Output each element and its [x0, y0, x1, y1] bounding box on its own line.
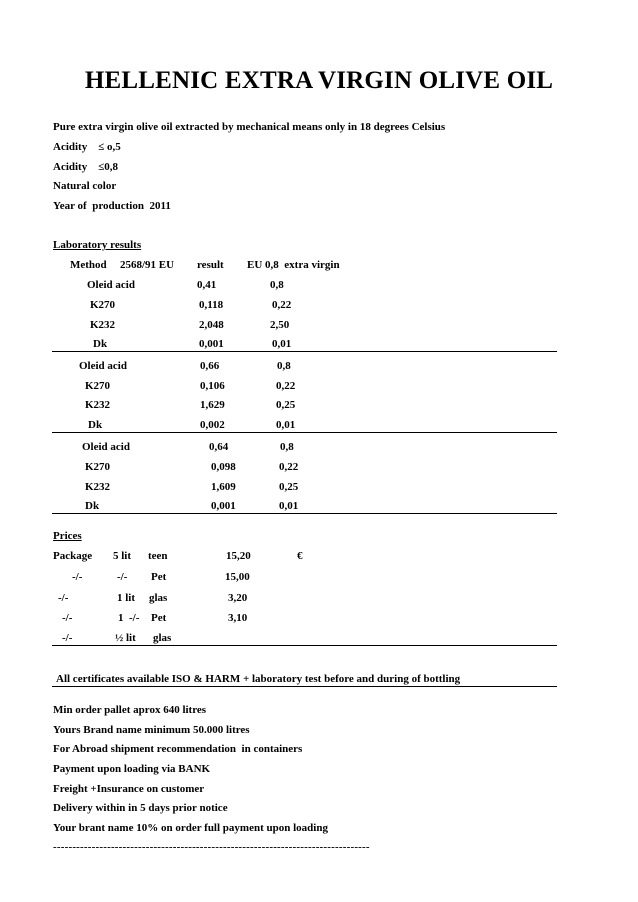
lab-row-name: K232	[90, 319, 116, 331]
divider-line	[52, 686, 557, 687]
lab-row-limit: 0,22	[276, 380, 296, 392]
lab-row-name: Dk	[88, 419, 103, 431]
lab-row-name: Oleid acid	[82, 441, 130, 453]
lab-row-result: 0,002	[200, 419, 225, 431]
lab-row-limit: 0,25	[279, 481, 299, 493]
price-material: glas	[153, 632, 172, 644]
lab-row-result: 2,048	[199, 319, 224, 331]
dashed-divider: ----------------------------------------------------------------------------------	[53, 841, 370, 853]
term-line: Payment upon loading via BANK	[53, 763, 211, 775]
term-line: Yours Brand name minimum 50.000 litres	[53, 724, 250, 736]
lab-header-limit: EU 0,8 extra virgin	[247, 259, 340, 271]
lab-row-limit: 0,22	[272, 299, 292, 311]
lab-row-name: K270	[85, 380, 111, 392]
price-package: -/-	[62, 632, 73, 644]
lab-row-limit: 2,50	[270, 319, 290, 331]
lab-row-result: 0,64	[209, 441, 229, 453]
lab-row-name: K270	[90, 299, 116, 311]
lab-row-limit: 0,01	[272, 338, 292, 350]
lab-row-result: 1,609	[211, 481, 236, 493]
certificates-note: All certificates available ISO & HARM + laboratory test before and during of bottling	[56, 673, 461, 685]
term-line: For Abroad shipment recommendation in containers	[53, 743, 303, 755]
price-size: 5 lit	[113, 550, 132, 562]
intro-color: Natural color	[53, 180, 117, 192]
term-line: Your brant name 10% on order full payment upon loading	[53, 822, 328, 834]
lab-row-result: 1,629	[200, 399, 225, 411]
price-size: -/-	[117, 571, 128, 583]
term-line: Freight +Insurance on customer	[53, 783, 205, 795]
currency-symbol: €	[297, 550, 303, 562]
lab-row-limit: 0,25	[276, 399, 296, 411]
lab-header-result: result	[197, 259, 224, 271]
lab-row-result: 0,001	[211, 500, 236, 512]
lab-row-result: 0,001	[199, 338, 224, 350]
price-value: 3,10	[228, 612, 248, 624]
price-material: teen	[148, 550, 168, 562]
price-value: 15,00	[225, 571, 250, 583]
lab-header-ref: 2568/91 EU	[120, 259, 175, 271]
lab-row-name: Dk	[93, 338, 108, 350]
lab-row-result: 0,098	[211, 461, 236, 473]
divider-line	[52, 351, 557, 352]
divider-line	[52, 513, 557, 514]
lab-row-limit: 0,8	[277, 360, 291, 372]
prices-heading: Prices	[53, 530, 82, 542]
lab-row-result: 0,66	[200, 360, 220, 372]
price-package: -/-	[62, 612, 73, 624]
price-value: 15,20	[226, 550, 251, 562]
lab-row-limit: 0,8	[280, 441, 294, 453]
intro-description: Pure extra virgin olive oil extracted by mechanical means only in 18 degrees Celsius	[53, 121, 446, 133]
price-material: glas	[149, 592, 168, 604]
lab-row-name: Oleid acid	[79, 360, 127, 372]
intro-acidity-2: Acidity ≤0,8	[53, 161, 119, 173]
term-line: Min order pallet aprox 640 litres	[53, 704, 207, 716]
lab-row-limit: 0,22	[279, 461, 299, 473]
price-package: -/-	[72, 571, 83, 583]
price-package: Package	[53, 550, 93, 562]
lab-row-limit: 0,01	[276, 419, 296, 431]
divider-line	[52, 645, 557, 646]
lab-row-name: Oleid acid	[87, 279, 135, 291]
lab-heading: Laboratory results	[53, 239, 142, 251]
lab-row-name: K232	[85, 481, 111, 493]
term-line: Delivery within in 5 days prior notice	[53, 802, 228, 814]
price-material: Pet	[151, 612, 167, 624]
lab-row-name: Dk	[85, 500, 100, 512]
price-size: ½ lit	[115, 632, 136, 644]
divider-line	[52, 432, 557, 433]
lab-row-name: K270	[85, 461, 111, 473]
price-size: 1 -/-	[118, 612, 140, 624]
price-size: 1 lit	[117, 592, 136, 604]
lab-row-name: K232	[85, 399, 111, 411]
lab-row-result: 0,41	[197, 279, 217, 291]
intro-acidity-1: Acidity ≤ o,5	[53, 141, 121, 153]
lab-row-limit: 0,8	[270, 279, 284, 291]
intro-year: Year of production 2011	[53, 200, 171, 212]
page-title: HELLENIC EXTRA VIRGIN OLIVE OIL	[84, 67, 554, 94]
lab-row-result: 0,118	[199, 299, 224, 311]
price-material: Pet	[151, 571, 167, 583]
lab-row-result: 0,106	[200, 380, 225, 392]
lab-row-limit: 0,01	[279, 500, 299, 512]
price-package: -/-	[58, 592, 69, 604]
price-value: 3,20	[228, 592, 248, 604]
lab-header-method: Method	[70, 259, 107, 271]
